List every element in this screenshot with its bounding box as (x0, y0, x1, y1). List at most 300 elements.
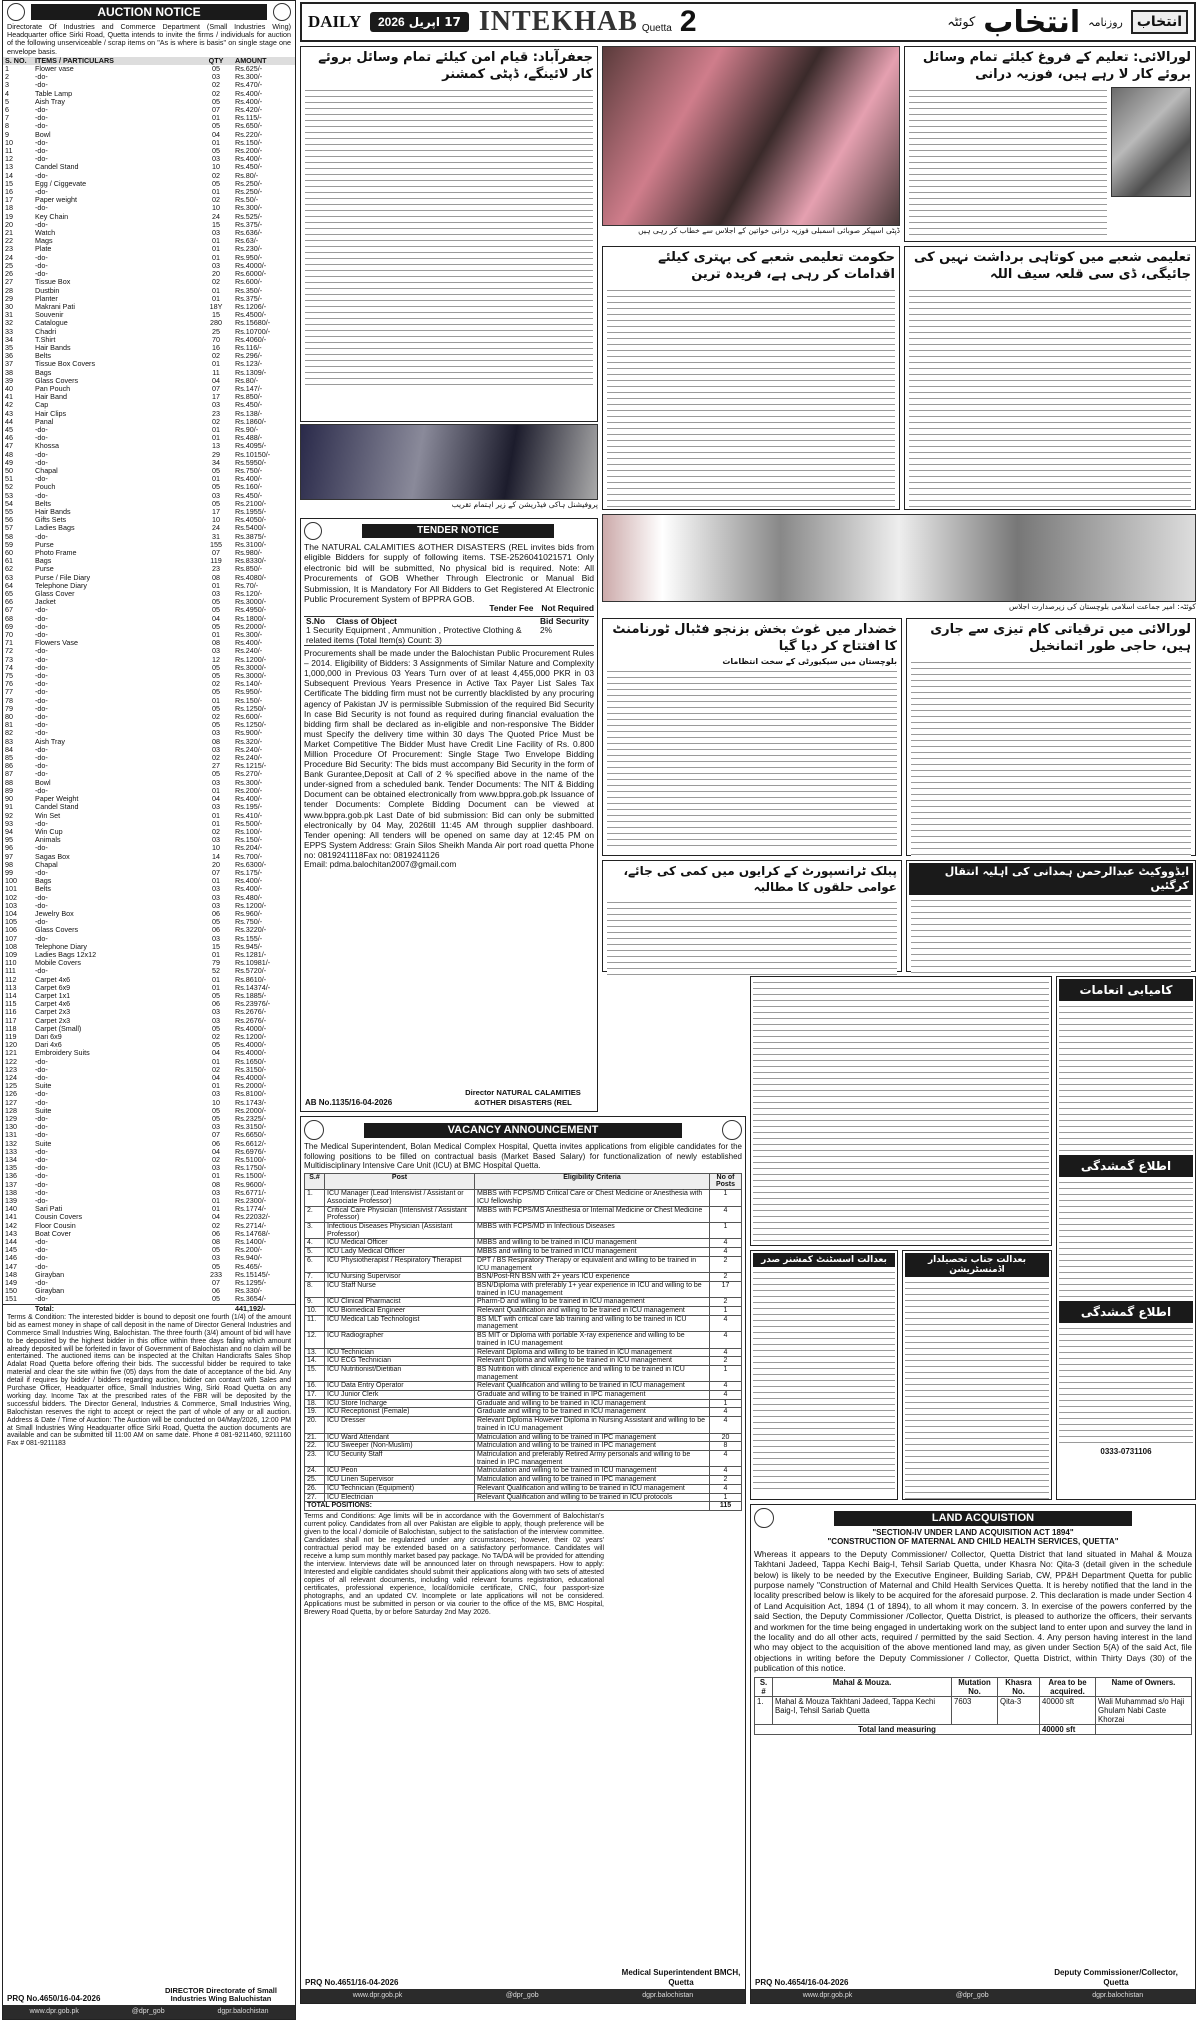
auction-cell-amount: Rs.195/- (235, 802, 263, 812)
auction-cell-item: Table Lamp (35, 88, 73, 98)
vacancy-cell-post: Infectious Diseases Physician (Assistant Professor) (325, 1223, 475, 1239)
auction-cell-sno: 5 (5, 96, 9, 106)
auction-cell-qty: 29 (212, 449, 220, 459)
auction-cell-qty: 34 (212, 457, 220, 467)
land-sub2: "CONSTRUCTION OF MATERNAL AND CHILD HEALTH SERVICES, QUETTA" (827, 1537, 1119, 1547)
auction-cell-item: Girayban (35, 1286, 65, 1296)
auction-cell-qty: 01 (212, 424, 220, 434)
vacancy-row (305, 1467, 742, 1476)
vacancy-row (305, 1298, 742, 1307)
photo-caption: ڈپٹی اسپیکر صوبائی اسمبلی فوزیہ درانی خواتین کے اجلاس سے خطاب کر رہی ہیں (638, 226, 900, 235)
auction-cell-qty: 01 (212, 1056, 220, 1066)
auction-cell-qty: 01 (212, 293, 220, 303)
auction-cell-qty: 52 (212, 966, 220, 976)
auction-cell-amount: Rs.320/- (235, 736, 263, 746)
story-body (911, 659, 1191, 859)
tender-col-class: Class of Object (336, 615, 397, 626)
vacancy-cell-posts: 4 (710, 1450, 742, 1466)
vacancy-cell-criteria: Relevant Diploma However Diploma in Nursing Assistant and willing to be trained in ICU management (475, 1417, 710, 1433)
auction-cell-item: -do- (35, 1245, 48, 1255)
auction-cell-item: -do- (35, 121, 48, 131)
auction-cell-amount: Rs.4080/- (235, 572, 267, 582)
auction-cell-amount: Rs.940/- (235, 1253, 263, 1263)
auction-cell-item: -do- (35, 654, 48, 664)
auction-cell-item: -do- (35, 662, 48, 672)
auction-cell-qty: 02 (212, 1220, 220, 1230)
masthead-date (370, 12, 469, 32)
vacancy-cell-criteria: Graduate and willing to be trained in ICU management (475, 1399, 710, 1408)
vacancy-intro: The Medical Superintendent, Bolan Medical Complex Hospital, Quetta invites applications from eligible candidates for the following positions to be filled on contractual basis (Market Based Salary) for functionalization of newly established Multidisciplinary Intensive Care Unit (ICU) at BMC Hospital Quetta. (304, 1142, 742, 1171)
auction-cell-amount: Rs.945/- (235, 941, 263, 951)
headline-transport: پبلک ٹرانسپورٹ کے کرایوں میں کمی کی جائے، عوامی حلقوں کا مطالبہ (623, 864, 897, 894)
auction-cell-qty: 05 (212, 146, 220, 156)
auction-cell-sno: 126 (5, 1089, 17, 1099)
auction-cell-qty: 233 (210, 1269, 222, 1279)
auction-cell-sno: 42 (5, 400, 13, 410)
auction-cell-item: Key Chain (35, 211, 69, 221)
vacancy-row (305, 1307, 742, 1316)
auction-cell-amount: Rs.650/- (235, 121, 263, 131)
auction-cell-amount: Rs.150/- (235, 137, 263, 147)
auction-cell-item: Jewelry Box (35, 908, 74, 918)
vacancy-row (305, 1206, 742, 1222)
auction-cell-sno: 95 (5, 835, 13, 845)
vacancy-cell-posts: 4 (710, 1239, 742, 1248)
auction-cell-amount: Rs.1800/- (235, 613, 267, 623)
auction-cell-sno: 140 (5, 1204, 17, 1214)
auction-cell-item: -do- (35, 613, 48, 623)
news-story-qila-saifullah (904, 246, 1196, 510)
vacancy-cell-sno: 5. (305, 1248, 325, 1257)
auction-cell-sno: 86 (5, 761, 13, 771)
vacancy-cell-sno: 21. (305, 1433, 325, 1442)
auction-cell-sno: 39 (5, 375, 13, 385)
vacancy-cell-criteria: Pharm-D and willing to be trained in ICU management (475, 1298, 710, 1307)
auction-cell-item: -do- (35, 1179, 48, 1189)
vacancy-terms: Terms and Conditions: Age limits will be in accordance with the Government of Balochistan's current policy. Candidates from all over Pakistan are eligible to apply, though preference will be given to the local / domicile of Balochistan, subject to the satisfaction of the interview committee. Candidates shall not be regularized under any circumstances; however, their 02 years' contractual period may be extended based on a satisfactory performance. Candidates will receive a lump sum monthly market based pay package. No TA/DA will be provided for attending the interview. Interviews date will be announced later on through newspapers. How to apply: Interested and eligible candidates should submit their applications along with two sets of attested copies of all relevant documents, including valid relevant forums registration, educational certificates, professional experience, local/domicile certificate, CNIC, four passport-size photographs, and an updated CV. Incomplete or late applications will not be considered. Applications must be submitted in person or via courier to the office of the MS, BMC Hospital, Brewery Road Quetta, by or before Saturday 2nd May 2026. (304, 1512, 604, 1616)
auction-cell-sno: 29 (5, 293, 13, 303)
auction-cell-qty: 05 (212, 1261, 220, 1271)
auction-cell-item: -do- (35, 1130, 48, 1140)
auction-intro: Directorate Of Industries and Commerce Department (Small Industries Wing) Headquarter office Sirki Road, Quetta intends to invite the firms / individuals for auction of the following unserviceable / scrap items on "As is where is basis" on single stage one envelope basis. (7, 22, 291, 56)
auction-cell-qty: 79 (212, 958, 220, 968)
auction-cell-sno: 73 (5, 654, 13, 664)
auction-cell-sno: 41 (5, 392, 13, 402)
auction-cell-item: -do- (35, 80, 48, 90)
auction-rows (3, 65, 295, 1304)
land-table (754, 1677, 1192, 1735)
auction-cell-item: Jacket (35, 597, 56, 607)
vacancy-row (305, 1357, 742, 1366)
vacancy-cell-post: ICU Technician (Equipment) (325, 1484, 475, 1493)
vacancy-cell-criteria: Matriculation and willing to be trained in IPC management (475, 1433, 710, 1442)
land-acquisition (750, 1504, 1196, 2004)
tender-col-security: Bid Security (540, 615, 589, 626)
auction-cell-sno: 65 (5, 589, 13, 599)
auction-cell-qty: 03 (212, 1253, 220, 1263)
vacancy-cell-post: ICU Technician (325, 1348, 475, 1357)
auction-cell-qty: 01 (212, 1204, 220, 1214)
auction-cell-sno: 63 (5, 572, 13, 582)
auction-cell-item: -do- (35, 646, 48, 656)
vacancy-announcement (300, 1116, 746, 2004)
auction-cell-item: Bags (35, 556, 52, 566)
auction-cell-qty: 07 (212, 105, 220, 115)
auction-cell-amount: Rs.4950/- (235, 605, 267, 615)
auction-cell-qty: 01 (212, 818, 220, 828)
auction-cell-sno: 120 (5, 1040, 17, 1050)
auction-cell-sno: 133 (5, 1146, 17, 1156)
auction-cell-item: Carpet 4x6 (35, 974, 71, 984)
vacancy-row (305, 1399, 742, 1408)
auction-cell-sno: 30 (5, 301, 13, 311)
auction-cell-amount: Rs.480/- (235, 892, 263, 902)
auction-cell-amount: Rs.2325/- (235, 1114, 267, 1124)
auction-cell-amount: Rs.950/- (235, 687, 263, 697)
headline-khuzdar: خضدار میں غوث بخش بزنجو فٹبال ٹورنامنٹ کا افتتاح کر دیا گیا (612, 622, 897, 654)
auction-cell-item: -do- (35, 785, 48, 795)
vacancy-cell-posts: 2 (710, 1298, 742, 1307)
auction-cell-amount: Rs.400/- (235, 884, 263, 894)
auction-cell-item: Bags (35, 876, 52, 886)
auction-col-amount: AMOUNT (235, 55, 267, 65)
auction-cell-item: -do- (35, 1146, 48, 1156)
auction-cell-qty: 06 (212, 1286, 220, 1296)
auction-cell-item: Plate (35, 244, 52, 254)
vacancy-cell-post: ICU Peon (325, 1467, 475, 1476)
auction-cell-item: Khossa (35, 441, 59, 451)
vacancy-cell-posts: 1 (710, 1365, 742, 1381)
photo-caption: پروفیشنل ہاکی فیڈریشن کے زیر اہتمام تقریب (451, 500, 598, 509)
auction-cell-sno: 6 (5, 105, 9, 115)
vacancy-cell-posts: 4 (710, 1248, 742, 1257)
auction-cell-amount: Rs.3000/- (235, 662, 267, 672)
vacancy-cell-posts: 1 (710, 1223, 742, 1239)
auction-cell-item: -do- (35, 424, 48, 434)
auction-cell-qty: 03 (212, 400, 220, 410)
story-body (607, 899, 897, 979)
auction-cell-item: Animals (35, 835, 61, 845)
auction-cell-sno: 38 (5, 367, 13, 377)
auction-cell-item: Carpet 2x3 (35, 1007, 71, 1017)
auction-cell-amount: Rs.1743/- (235, 1097, 267, 1107)
vacancy-cell-post: ICU Manager (Lead Intensivist / Assistant or Associate Professor) (325, 1190, 475, 1206)
story-body (305, 87, 593, 387)
vacancy-cell-posts: 4 (710, 1391, 742, 1400)
auction-cell-qty: 06 (212, 1138, 220, 1148)
auction-cell-amount: Rs.120/- (235, 589, 263, 599)
auction-cell-qty: 20 (212, 859, 220, 869)
vacancy-cell-post: ICU Staff Nurse (325, 1281, 475, 1297)
auction-cell-amount: Rs.1200/- (235, 654, 267, 664)
vacancy-row (305, 1190, 742, 1206)
auction-footer (3, 2005, 295, 2019)
vacancy-cell-criteria: MBBS and willing to be trained in ICU management (475, 1239, 710, 1248)
auction-cell-sno: 125 (5, 1081, 17, 1091)
auction-cell-sno: 136 (5, 1171, 17, 1181)
vacancy-row (305, 1417, 742, 1433)
auction-cell-qty: 23 (212, 408, 220, 418)
vacancy-row (305, 1484, 742, 1493)
auction-cell-qty: 03 (212, 777, 220, 787)
auction-cell-qty: 02 (212, 1064, 220, 1074)
auction-cell-item: Purse (35, 564, 54, 574)
vacancy-cell-post: ICU Store Incharge (325, 1399, 475, 1408)
story-body (909, 87, 1107, 237)
vacancy-row (305, 1391, 742, 1400)
auction-cell-sno: 8 (5, 121, 9, 131)
auction-cell-qty: 27 (212, 761, 220, 771)
masthead-date-year: 2026 (378, 15, 405, 29)
photo-women-meeting (602, 46, 900, 242)
auction-cell-sno: 19 (5, 211, 13, 221)
auction-total-value: 441,192/- (235, 1303, 266, 1313)
auction-cell-amount: Rs.400/- (235, 96, 263, 106)
auction-cell-sno: 150 (5, 1286, 17, 1296)
auction-cell-amount: Rs.4050/- (235, 515, 267, 525)
auction-cell-item: -do- (35, 703, 48, 713)
vacancy-cell-criteria: MBBS and willing to be trained in ICU management (475, 1248, 710, 1257)
auction-cell-sno: 131 (5, 1130, 17, 1140)
auction-cell-sno: 3 (5, 80, 9, 90)
auction-cell-amount: Rs.1750/- (235, 1163, 267, 1173)
auction-cell-item: Carpet 2x3 (35, 1015, 71, 1025)
auction-cell-qty: 01 (212, 474, 220, 484)
auction-cell-sno: 45 (5, 424, 13, 434)
auction-cell-qty: 05 (212, 1245, 220, 1255)
vacancy-cell-post: ICU Clinical Pharmacist (325, 1298, 475, 1307)
auction-cell-item: Carpet 1x1 (35, 990, 71, 1000)
auction-cell-amount: Rs.15145/- (235, 1269, 271, 1279)
auction-cell-qty: 03 (212, 802, 220, 812)
auction-cell-qty: 03 (212, 900, 220, 910)
auction-cell-sno: 98 (5, 859, 13, 869)
headline-qila-saifullah: تعلیمی شعبے میں کوتاہی برداشت نہیں کی جائیگی، ڈی سی قلعہ سیف اللہ (913, 250, 1191, 282)
auction-cell-sno: 104 (5, 908, 17, 918)
footer-facebook: dgpr.balochistan (217, 2008, 269, 2015)
vacancy-row (305, 1442, 742, 1451)
footer-twitter: @dpr_gob (955, 1992, 989, 1999)
auction-cell-sno: 10 (5, 137, 13, 147)
masthead-daily: DAILY (308, 12, 362, 31)
auction-cell-amount: Rs.2000/- (235, 1081, 267, 1091)
auction-cell-amount: Rs.1206/- (235, 301, 267, 311)
auction-cell-item: Win Cup (35, 826, 63, 836)
auction-cell-item: Mobile Covers (35, 958, 81, 968)
auction-cell-qty: 08 (212, 1237, 220, 1247)
auction-cell-qty: 03 (212, 490, 220, 500)
auction-cell-sno: 99 (5, 867, 13, 877)
auction-cell-item: -do- (35, 671, 48, 681)
auction-cell-qty: 08 (212, 572, 220, 582)
auction-cell-item: -do- (35, 621, 48, 631)
story-body (753, 979, 1049, 1241)
headline-farida-tareen: حکومت تعلیمی شعبے کی بہتری کیلئے اقدامات کر رہی ہے، فریدہ ترین (658, 250, 895, 282)
auction-cell-sno: 48 (5, 449, 13, 459)
auction-cell-sno: 50 (5, 465, 13, 475)
auction-cell-sno: 113 (5, 982, 17, 992)
auction-cell-qty: 01 (212, 187, 220, 197)
auction-cell-sno: 85 (5, 753, 13, 763)
tender-signatory: Director NATURAL CALAMITIES &OTHER DISASTERS (REL (465, 1088, 581, 1107)
auction-cell-qty: 01 (212, 1171, 220, 1181)
auction-cell-sno: 70 (5, 630, 13, 640)
vacancy-cell-post: ICU Biomedical Engineer (325, 1307, 475, 1316)
auction-cell-amount: Rs.1500/- (235, 1171, 267, 1181)
land-cell: Qita-3 (998, 1696, 1040, 1724)
hospital-seal-icon (722, 1120, 742, 1140)
vacancy-cell-sno: 9. (305, 1298, 325, 1307)
auction-cell-item: Belts (35, 498, 51, 508)
auction-cell-item: Flowers Vase (35, 638, 79, 648)
tender-fee-row (304, 604, 594, 613)
auction-cell-item: Panal (35, 416, 54, 426)
auction-cell-sno: 59 (5, 539, 13, 549)
auction-cell-amount: Rs.230/- (235, 244, 263, 254)
auction-cell-sno: 66 (5, 597, 13, 607)
headline-loralai-dev: لورالائی میں ترقیاتی کام تیزی سے جاری ہیں، حاجی طور اتمانخیل (930, 622, 1191, 654)
auction-cell-sno: 143 (5, 1228, 17, 1238)
headline-loralai: لورالائی: تعلیم کے فروغ کیلئے تمام وسائل بروئے کار لا رہے ہیں، فوزیہ درانی (922, 50, 1191, 82)
vacancy-cell-criteria: DPT / BS Respiratory Therapy or equivalent and willing to be trained in ICU management (475, 1256, 710, 1272)
auction-cell-qty: 04 (212, 1146, 220, 1156)
auction-cell-amount: Rs.375/- (235, 219, 263, 229)
vacancy-row (305, 1348, 742, 1357)
auction-cell-amount: Rs.6976/- (235, 1146, 267, 1156)
auction-cell-amount: Rs.600/- (235, 712, 263, 722)
masthead (300, 2, 1196, 42)
vacancy-row (305, 1256, 742, 1272)
vacancy-cell-criteria: Relevant Qualification and willing to be trained in ICU management (475, 1484, 710, 1493)
vacancy-cell-criteria: BS MIT or Diploma with portable X-ray experience and willing to be trained in ICU management (475, 1332, 710, 1348)
auction-cell-item: Sagas Box (35, 851, 70, 861)
auction-cell-sno: 31 (5, 310, 13, 320)
auction-cell-item: -do- (35, 630, 48, 640)
auction-cell-item: Belts (35, 884, 51, 894)
auction-cell-qty: 05 (212, 605, 220, 615)
auction-cell-sno: 4 (5, 88, 9, 98)
auction-cell-sno: 23 (5, 244, 13, 254)
auction-cell-item: Candel Stand (35, 802, 79, 812)
auction-cell-qty: 04 (212, 1073, 220, 1082)
land-cell: Wali Muhammad s/o Haji Ghulam Nabi Caste Khorzai (1096, 1696, 1192, 1724)
auction-cell-amount: Rs.636/- (235, 228, 263, 238)
auction-cell-amount: Rs.375/- (235, 293, 263, 303)
headline-jafarabad: جعفرآباد: قیام امن کیلئے تمام وسائل بروئے کار لائینگے، ڈپٹی کمشنر (318, 50, 593, 82)
auction-cell-amount: Rs.700/- (235, 851, 263, 861)
auction-cell-amount: Rs.950/- (235, 252, 263, 262)
auction-cell-item: -do- (35, 1064, 48, 1074)
auction-terms: Terms & Condition: The interested bidder is bound to deposit one fourth (1/4) of the amount bid as earnest money in shape of call deposit in the name of Director General Industries and Commerce Small Industries Wing, Balochistan. The three fourth (3/4) amount of bid will have to be deposited by the highest bidder in this office within three days failing which amount already deposited will be forfeited in favor of Government of Balochistan and no claim will be entertained. The auctioned items can be inspected at the Chiltan Handicrafts Sales Shop Adalat Road Quetta before offering their bids. The successful bidder be required to take material and clear the site within five (05) days from the date of acceptance of the bid. Any detail if requires by bidder / bidders regarding auction, bidder can contact with Sales and Purchase Officer, Headquarter office, Small Industries Wing, Sirki Road Quetta on any working day. Income Tax at the prescribed rates of the FBR will be deposited by the successful bidders. The Director General, Industries & Commerce, Small Industries Wing, Balochistan reserves the right to accept or reject the part of whole of any or all auction. Address & Date / Time of Auction: The Auction will be conducted on 04/May/2026, 12:00 PM at Small Industries Wing Headquarter office Sirki Road, Quetta the auction documents are available and can be submitted till 11:00 AM on same date. Phone # 081-9211460, 9211160 Fax # 081-9211183 (7, 1313, 291, 1448)
auction-cell-amount: Rs.5720/- (235, 966, 267, 976)
auction-cell-qty: 08 (212, 736, 220, 746)
auction-cell-qty: 05 (212, 687, 220, 697)
auction-cell-sno: 28 (5, 285, 13, 295)
auction-cell-item: -do- (35, 1294, 48, 1304)
vacancy-cell-criteria: Matriculation and willing to be trained in ICU management (475, 1467, 710, 1476)
auction-cell-qty: 08 (212, 638, 220, 648)
auction-cell-item: -do- (35, 744, 48, 754)
auction-notice (2, 0, 296, 2020)
vacancy-cell-criteria: Relevant Qualification and willing to be trained in ICU management (475, 1307, 710, 1316)
auction-cell-item: -do- (35, 260, 48, 270)
auction-cell-amount: Rs.3150/- (235, 1122, 267, 1132)
auction-cell-qty: 05 (212, 1114, 220, 1124)
auction-cell-sno: 56 (5, 515, 13, 525)
auction-cell-amount: Rs.270/- (235, 769, 263, 779)
auction-cell-qty: 10 (212, 162, 220, 172)
auction-cell-sno: 102 (5, 892, 17, 902)
auction-cell-sno: 105 (5, 917, 17, 927)
ad-body (1059, 1325, 1193, 1445)
auction-cell-amount: Rs.4000/- (235, 1040, 267, 1050)
auction-cell-qty: 20 (212, 269, 220, 279)
auction-cell-sno: 75 (5, 671, 13, 681)
auction-cell-item: Dustbin (35, 285, 60, 295)
vacancy-cell-posts: 1 (710, 1399, 742, 1408)
auction-cell-item: Planter (35, 293, 58, 303)
auction-cell-sno: 69 (5, 621, 13, 631)
auction-cell-item: Pouch (35, 482, 56, 492)
auction-cell-item: Tissue Box (35, 277, 71, 287)
land-body: Whereas it appears to the Deputy Commissioner/ Collector, Quetta District that land situated in Mahal & Mouza Takhtani Jadeed, Tappa Kechi Baig-I, Tehsil Sariab Quetta, under Khasra No: Qita-3 (detail given in the schedule below) is likely to be needed by the Executive Engineer, Building Sariab, CW, PP&H Department Quetta for public purpose namely "Construction of Maternal and Child Health Services Quetta. It is hereby notified that the land in the locality prescribed below is likely to be acquired for the aforesaid purpose. 2. This declaration is made under Section 4 of Land Acquisition Act, 1894 (1 of 1894), to all whom it may concern. 3. In exercise of the powers conferred by the said Section, the Deputy Commissioner /Collector, Quetta District, is pleased to authorize the officers, their servants and workmen for the time being engaged in undertaking work on the subject land to enter upon and survey the land in the locality and do all other acts, required / permitted by the said Section. 4. Any person having interest in the land who may object to the acquisition of the above mentioned land may, as given under Section 5(A) of the said Act, file objections in writing before the Deputy Commissioner / Collector, Quetta District, within Thirty Days (30) of the publication of this notice. (754, 1548, 1192, 1674)
auction-cell-amount: Rs.1955/- (235, 506, 267, 516)
auction-cell-amount: Rs.204/- (235, 843, 263, 853)
auction-cell-sno: 76 (5, 679, 13, 689)
auction-cell-sno: 83 (5, 736, 13, 746)
auction-cell-amount: Rs.465/- (235, 1261, 263, 1271)
auction-cell-sno: 1 (5, 64, 9, 74)
auction-cell-item: -do- (35, 1122, 48, 1132)
auction-cell-qty: 06 (212, 908, 220, 918)
tender-email: Email: pdma.balochitan2007@gmail.com (304, 859, 457, 870)
auction-cell-sno: 115 (5, 999, 17, 1009)
auction-cell-amount: Rs.350/- (235, 285, 263, 295)
vacancy-cell-posts: 4 (710, 1348, 742, 1357)
vacancy-row (305, 1223, 742, 1239)
auction-cell-amount: Rs.980/- (235, 548, 263, 557)
vacancy-cell-posts: 1 (710, 1190, 742, 1206)
auction-cell-amount: Rs.300/- (235, 72, 263, 82)
auction-cell-amount: Rs.116/- (235, 342, 262, 352)
vacancy-cell-post: Critical Care Physician (Intensivist / Assistant Professor) (325, 1206, 475, 1222)
auction-cell-item: Tissue Box Covers (35, 359, 96, 369)
auction-cell-sno: 119 (5, 1031, 17, 1041)
auction-cell-amount: Rs.3000/- (235, 597, 267, 607)
auction-cell-amount: Rs.1281/- (235, 949, 267, 959)
auction-cell-item: Embroidery Suits (35, 1048, 90, 1058)
auction-cell-qty: 05 (212, 465, 220, 475)
auction-signatory: DIRECTOR Directorate of Small Industries Wing Baluchistan (165, 1985, 277, 2003)
auction-cell-qty: 02 (212, 351, 220, 361)
auction-cell-sno: 17 (5, 195, 13, 205)
auction-cell-item: -do- (35, 1187, 48, 1197)
tender-terms: Procurements shall be made under the Balochistan Public Procurement Rules – 2014. Eligibility of Bidders: 3 Assignments of Similar Nature and Complexity 1,000,000 in Previous 03 Years Turn over of at least 4,455,000 PKR in 03 Subsequent Previous Years Presence in Active Tax Payer List Sales Tax Certificate The bidding firm must not be currently blacklisted by any procuring agency of Pakistan JV is permissible Submission of the required Bid Security In case Bid Security is not found as required during financial evaluation the bidding firm shall be declared as in-eligible and non-responsive The Bidder must Specify the delivery time within 30 days The Quoted Price Must be Market Competitive The Bidder Must have Credit Line Facility of Rs. 0.800 Million Procedure Of Procurement: Single Stage Two Envelope Bidding Procedure Bid Security: The bids must accompany Bid Security in the form of Bank Gurantee,Deposit at Call of 2 % specified above in the name of the under-signed from a scheduled bank. Tender Documents: The NIT & Bidding Document can be obtained electronically from www.bppra.gob.pk Issuance of tender Documents: Complete Bidding Document can be viewed at www.bppra.gob.pk Last Date of bid submission: Bid can only be submitted electronically by 04 May, 2026till 11:45 AM through supplier dashboard. Tender opening: All tenders will be opened on same day at 12:45 PM on EPPS System Address: Grain Silos Sheikh Manda Air port road quetta Phone no: 0819241118Fax no: 0819241126 (304, 648, 594, 860)
auction-cell-amount: Rs.5950/- (235, 457, 267, 467)
vacancy-cell-post: ICU Security Staff (325, 1450, 475, 1466)
auction-cell-sno: 46 (5, 433, 13, 443)
auction-cell-amount: Rs.5100/- (235, 1155, 267, 1165)
auction-cell-item: -do- (35, 867, 48, 877)
auction-cell-sno: 94 (5, 826, 13, 836)
auction-cell-amount: Rs.450/- (235, 400, 263, 410)
auction-cell-qty: 03 (212, 589, 220, 599)
tender-ab: AB No.1135/16-04-2026 (305, 1097, 393, 1107)
auction-cell-amount: Rs.175/- (235, 867, 263, 877)
vacancy-cell-sno: 18. (305, 1399, 325, 1408)
vacancy-cell-sno: 24. (305, 1467, 325, 1476)
news-photo (602, 46, 900, 226)
